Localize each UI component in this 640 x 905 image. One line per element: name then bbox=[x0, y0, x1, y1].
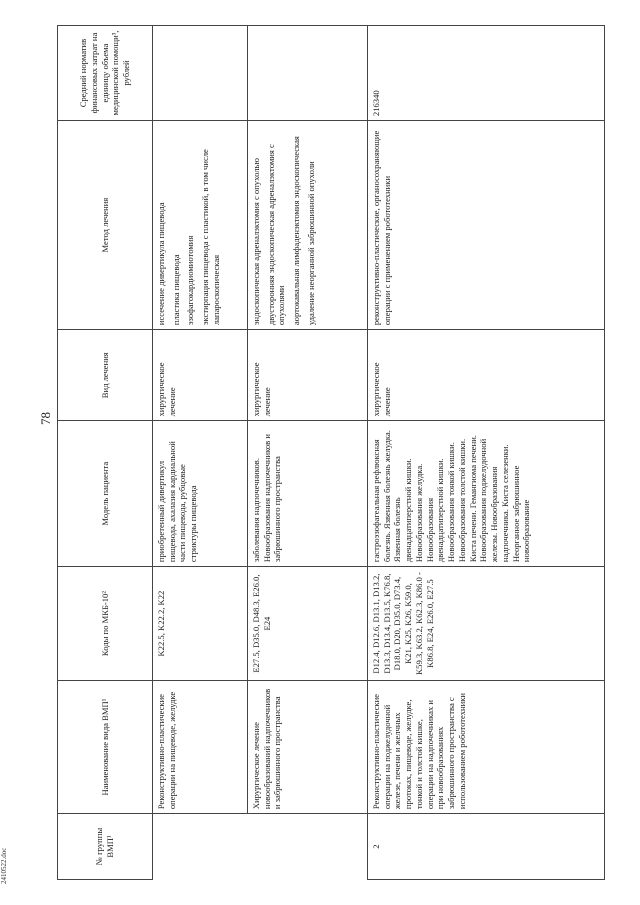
method-item: иссечение дивертикула пищевода bbox=[156, 202, 166, 326]
header-method: Метод лечения bbox=[58, 121, 153, 330]
table-row bbox=[153, 26, 248, 880]
cell-group bbox=[248, 814, 368, 880]
cell-group bbox=[153, 814, 248, 880]
header-group-no: № группы ВМП¹ bbox=[58, 814, 153, 880]
method-item: реконструктивно-пластические, органосохраняющие операции с применением робототехники bbox=[371, 130, 392, 326]
cell-name: Хирургическое лечение новообразований надпочечников и забрюшинного пространства bbox=[248, 681, 368, 814]
cell-methods bbox=[368, 121, 605, 330]
table-row bbox=[368, 26, 605, 880]
rotated-page bbox=[57, 25, 605, 880]
method-item: удаление неорганной забрюшинной опухоли bbox=[305, 161, 316, 326]
table-header-row bbox=[58, 26, 153, 880]
method-item: экстирпация пищевода с пластикой, в том числе лапароскопическая bbox=[200, 149, 221, 326]
cell-name: Реконструктивно-пластические операции на пищеводе, желудке bbox=[153, 681, 248, 814]
header-cost: Средний норматив финансовых затрат на единицу объема медицинской помощи³, рублей bbox=[58, 26, 153, 121]
vmp-table bbox=[57, 25, 605, 880]
cell-type: хирургическое лечение bbox=[248, 330, 368, 421]
cell-type: хирургическое лечение bbox=[368, 330, 605, 421]
page-number: 78 bbox=[38, 412, 53, 425]
header-codes: Коды по МКБ-10² bbox=[58, 567, 153, 681]
method-item: эзофагокардиомиотомия bbox=[185, 235, 196, 326]
cell-codes: E27.5, D35.0, D48.3, E26.0, E24 bbox=[248, 567, 368, 681]
cell-model: заболевания надпочечников. Новообразования надпочечников и забрюшинного пространства bbox=[248, 421, 368, 567]
method-item: аортокавальная лимфаденэктомия эндоскопическая bbox=[291, 136, 302, 326]
method-item: пластика пищевода bbox=[170, 254, 181, 326]
cell-model: гастроэзофагеальная рефлюксная болезнь. Язвенная болезнь желудка. Язвенная болезнь двенадцатиперстной кишки. Новообразования желудка. Новообразования двенадцатиперстной кишки. Новообразования тонкой кишки. Новообразования толстой кишки. Киста печени. Гемангиома печени. Новообразования поджелудочной железы. Новообразования надпочечника. Киста селезенки. Неорганное забрюшинное новообразование bbox=[368, 421, 605, 567]
cell-methods bbox=[248, 121, 368, 330]
header-treatment-type: Вид лечения bbox=[58, 330, 153, 421]
cell-name: Реконструктивно-пластические операции на поджелудочной железе, печени и желчных протоках, пищеводе, желудке, тонкой и толстой кишке, операции на надпочечниках и при новообразованиях забрюшинного пространства с использованием робототехники bbox=[368, 681, 605, 814]
cell-methods bbox=[153, 121, 248, 330]
header-name: Наименование вида ВМП¹ bbox=[58, 681, 153, 814]
cell-group: 2 bbox=[368, 814, 605, 880]
cell-cost: 216340 bbox=[368, 26, 605, 121]
method-item: двусторонняя эндоскопическая адреналэктомия с опухолями bbox=[265, 144, 287, 326]
document-footer: 2410522.doc bbox=[0, 847, 8, 884]
cell-codes: K22.5, K22.2, K22 bbox=[153, 567, 248, 681]
cell-cost bbox=[153, 26, 248, 121]
method-item: эндоскопическая адреналэктомия с опухолью bbox=[251, 158, 261, 326]
table-row bbox=[248, 26, 368, 880]
cell-type: хирургическое лечение bbox=[153, 330, 248, 421]
cell-model: приобретенный дивертикул пищевода, ахалазия кардиальной части пищевода, рубцовые стриктуры пищевода bbox=[153, 421, 248, 567]
header-model: Модель пациента bbox=[58, 421, 153, 567]
cell-codes: D12.4, D12.6, D13.1, D13.2, D13.3, D13.4, D13.5, K76.8, D18.0, D20, D35.0, D73.4, K21, K25, K26, K59.0, K59.3, K63.2, K62.3, K86.0 - K86.8, E24, E26.0, E27.5 bbox=[368, 567, 605, 681]
cell-cost bbox=[248, 26, 368, 121]
